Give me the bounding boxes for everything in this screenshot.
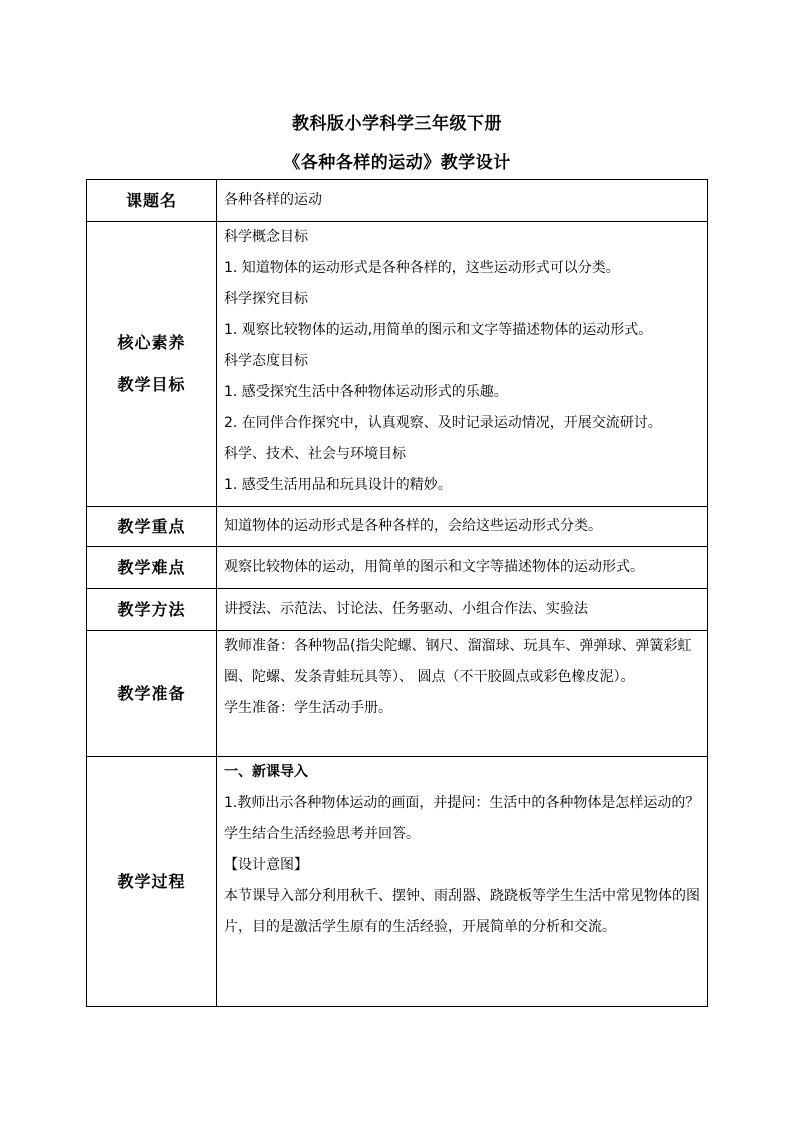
goal-line: 1. 观察比较物体的运动,用简单的图示和文字等描述物体的运动形式。 <box>224 322 653 338</box>
process-intent-heading: 【设计意图】 <box>224 857 308 873</box>
process-step1: 1.教师出示各种物体运动的画面，并提问：生活中的各种物体是怎样运动的？ <box>224 795 700 811</box>
process-intent-text: 本节课导入部分利用秋千、摆钟、雨刮器、跷跷板等学生生活中常见物体的图片，目的是激活学生原有的生活经验，开展简单的分析和交流。 <box>224 888 700 935</box>
document-title: 教科版小学科学三年级下册 <box>292 114 502 134</box>
preparation-label: 教学准备 <box>87 631 217 757</box>
goal-line: 1. 感受探究生活中各种物体运动形式的乐趣。 <box>224 384 508 400</box>
key-point-label: 教学重点 <box>87 507 217 547</box>
document-subtitle: 《各种各样的运动》教学设计 <box>283 153 511 173</box>
goal-line: 2. 在同伴合作探究中，认真观察、及时记录运动情况，开展交流研讨。 <box>224 415 662 431</box>
topic-value: 各种各样的运动 <box>217 180 708 222</box>
table-row-difficulty <box>87 547 708 589</box>
topic-label: 课题名 <box>87 180 217 222</box>
table-row-methods <box>87 589 708 631</box>
table-row-key-point <box>87 507 708 547</box>
goal-line: 科学、技术、社会与环境目标 <box>224 446 406 462</box>
lesson-plan-table <box>86 179 708 1007</box>
goal-line: 科学探究目标 <box>224 291 308 307</box>
preparation-student: 学生准备：学生活动手册。 <box>224 700 392 716</box>
process-section-heading: 一、新课导入 <box>224 764 308 780</box>
table-row-topic <box>87 180 708 222</box>
goals-label <box>87 222 217 507</box>
table-row-process <box>87 757 708 1007</box>
goals-label-line1: 核心素养 <box>117 333 186 352</box>
key-point-value: 知道物体的运动形式是各种各样的，会给这些运动形式分类。 <box>217 507 708 547</box>
goal-line: 1. 知道物体的运动形式是各种各样的，这些运动形式可以分类。 <box>224 260 620 276</box>
process-content <box>217 757 708 1007</box>
preparation-content <box>217 631 708 757</box>
table-row-preparation <box>87 631 708 757</box>
process-step1-response: 学生结合生活经验思考并回答。 <box>224 826 420 842</box>
goal-line: 科学概念目标 <box>224 229 308 245</box>
methods-value: 讲授法、示范法、讨论法、任务驱动、小组合作法、实验法 <box>217 589 708 631</box>
preparation-teacher: 教师准备：各种物品(指尖陀螺、钢尺、溜溜球、玩具车、弹弹球、弹簧彩虹圈、陀螺、发条青蛙玩具等）、 圆点（不干胶圆点或彩色橡皮泥）。 <box>224 638 692 685</box>
goal-line: 科学态度目标 <box>224 353 308 369</box>
difficulty-label: 教学难点 <box>87 547 217 589</box>
methods-label: 教学方法 <box>87 589 217 631</box>
table-row-goals <box>87 222 708 507</box>
goals-label-line2: 教学目标 <box>117 375 186 394</box>
goals-content <box>217 222 708 507</box>
difficulty-value: 观察比较物体的运动，用简单的图示和文字等描述物体的运动形式。 <box>217 547 708 589</box>
process-label: 教学过程 <box>87 757 217 1007</box>
goal-line: 1. 感受生活用品和玩具设计的精妙。 <box>224 477 452 493</box>
